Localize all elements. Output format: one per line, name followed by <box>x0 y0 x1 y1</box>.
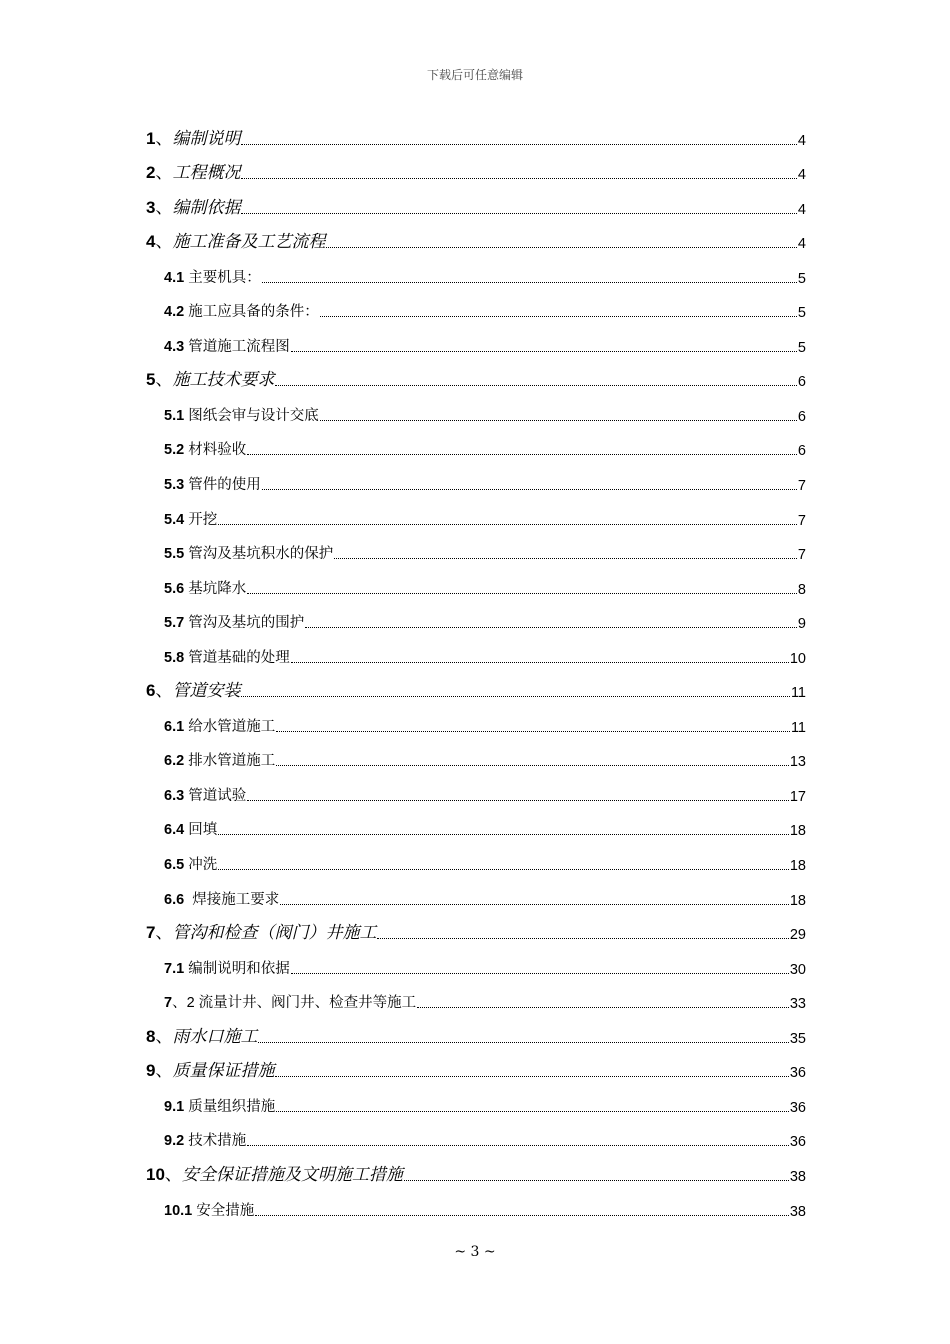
toc-entry-page: 29 <box>789 927 806 944</box>
toc-entry-number: 5.7 <box>164 615 185 632</box>
toc-entry-label <box>164 957 290 978</box>
toc-entry-page: 4 <box>797 132 806 149</box>
toc-entry-page: 4 <box>797 201 806 218</box>
toc-entry[interactable] <box>146 707 806 742</box>
toc-entry-separator: 、 <box>164 1164 182 1184</box>
toc-entry-page: 4 <box>797 167 806 184</box>
toc-entry-title: 图纸会审与设计交底 <box>188 407 319 424</box>
toc-entry-label <box>164 473 261 494</box>
dot-leader <box>377 938 788 939</box>
toc-entry-title: 管道施工流程图 <box>188 338 290 355</box>
toc-entry-title: 质量组织措施 <box>188 1098 276 1115</box>
toc-entry-title: 冲洗 <box>188 857 218 874</box>
toc-entry-number: 4.2 <box>164 304 185 321</box>
toc-entry-title: 管件的使用 <box>188 477 261 494</box>
toc-entry-title: 主要机具： <box>188 269 261 286</box>
dot-leader <box>218 524 797 525</box>
page-number-footer: ~ 3 ~ <box>454 1244 496 1260</box>
dot-leader <box>276 1111 789 1112</box>
toc-entry-page: 5 <box>797 270 806 287</box>
dot-leader <box>258 1042 788 1043</box>
dot-leader <box>262 282 797 283</box>
toc-entry-title: 回填 <box>188 822 218 839</box>
dot-leader <box>218 869 789 870</box>
toc-entry[interactable] <box>146 120 806 155</box>
dot-leader <box>247 593 797 594</box>
toc-entry[interactable] <box>146 742 806 777</box>
dot-leader <box>241 213 796 214</box>
toc-entry[interactable] <box>146 880 806 915</box>
toc-entry-label <box>164 646 290 667</box>
toc-entry-title: 施工准备及工艺流程 <box>172 232 326 252</box>
dot-leader <box>275 385 796 386</box>
dot-leader <box>275 1076 788 1077</box>
toc-entry[interactable] <box>146 845 806 880</box>
toc-entry-number: 9.1 <box>164 1098 185 1115</box>
toc-entry-label <box>146 124 240 149</box>
toc-entry-number: 9.2 <box>164 1133 185 1150</box>
toc-entry-label <box>146 1022 257 1047</box>
toc-entry-title: 工程概况 <box>172 163 241 183</box>
toc-entry-separator: 、 <box>155 128 173 148</box>
toc-entry-number: 5 <box>146 370 156 390</box>
page-header-note: 下载后可任意编辑 <box>426 68 523 82</box>
dot-leader <box>417 1007 789 1008</box>
toc-entry-title: 施工应具备的条件： <box>188 304 319 321</box>
toc-entry[interactable] <box>146 189 806 224</box>
toc-entry-title: 管道试验 <box>188 787 247 804</box>
toc-entry[interactable] <box>146 293 806 328</box>
toc-entry-page: 18 <box>789 823 806 840</box>
toc-entry-title: 安全措施 <box>196 1202 255 1219</box>
toc-entry-title: 管沟及基坑积水的保护 <box>188 546 334 563</box>
toc-entry-title: 质量保证措施 <box>172 1061 275 1081</box>
toc-entry-title: 编制说明 <box>172 128 241 148</box>
toc-entry-page: 13 <box>789 754 806 771</box>
toc-entry-number: 6.6 <box>164 891 185 908</box>
toc-entry-title: 焊接施工要求 <box>192 891 280 908</box>
toc-entry[interactable] <box>146 1191 806 1226</box>
toc-entry-label <box>164 266 261 287</box>
toc-entry-number: 6.4 <box>164 822 185 839</box>
toc-entry-page: 38 <box>789 1168 806 1185</box>
toc-entry-label <box>146 365 274 390</box>
dot-leader <box>280 904 789 905</box>
dot-leader <box>326 247 796 248</box>
toc-entry-page: 11 <box>790 685 806 702</box>
dot-leader <box>262 489 797 490</box>
toc-entry-page: 36 <box>789 1134 806 1151</box>
toc-entry[interactable] <box>146 327 806 362</box>
toc-entry-label <box>164 611 304 632</box>
toc-entry-page: 9 <box>797 616 806 633</box>
toc-entry-label <box>164 991 416 1012</box>
dot-leader <box>291 351 797 352</box>
toc-entry[interactable] <box>146 224 806 259</box>
toc-entry-label <box>146 918 376 943</box>
toc-entry-label <box>164 853 217 874</box>
dot-leader <box>404 1180 789 1181</box>
toc-entry-number: 10 <box>146 1164 165 1184</box>
toc-entry-separator: 、 <box>155 370 173 390</box>
toc-entry-separator: 、 <box>155 681 173 701</box>
toc-entry[interactable] <box>146 569 806 604</box>
toc-entry-title: 雨水口施工 <box>172 1026 258 1046</box>
toc-entry-title: 管沟及基坑的围护 <box>188 615 305 632</box>
toc-entry-page: 18 <box>789 858 806 875</box>
toc-entry-page: 35 <box>789 1030 806 1047</box>
toc-entry-label <box>164 888 279 909</box>
dot-leader <box>241 178 796 179</box>
table-of-contents <box>146 120 806 1226</box>
toc-entry-number: 9 <box>146 1061 156 1081</box>
dot-leader <box>276 765 789 766</box>
dot-leader <box>247 454 797 455</box>
toc-entry-number: 6.1 <box>164 718 185 735</box>
toc-entry-page: 4 <box>797 236 806 253</box>
toc-entry-page: 18 <box>789 892 806 909</box>
toc-entry-title: 管道安装 <box>172 681 241 701</box>
toc-entry[interactable] <box>146 535 806 570</box>
toc-entry-label <box>164 784 246 805</box>
toc-entry-page: 5 <box>797 305 806 322</box>
toc-entry-title: 管道基础的处理 <box>188 649 290 666</box>
dot-leader <box>241 696 789 697</box>
toc-entry[interactable] <box>146 984 806 1019</box>
toc-entry-separator: 、 <box>155 1061 173 1081</box>
toc-entry[interactable] <box>146 258 806 293</box>
toc-entry-page: 33 <box>789 996 806 1013</box>
toc-entry-title: 施工技术要求 <box>172 370 275 390</box>
dot-leader <box>291 973 789 974</box>
toc-entry-number: 7.1 <box>164 960 185 977</box>
toc-entry-page: 6 <box>797 374 806 391</box>
toc-entry-label <box>164 1129 246 1150</box>
toc-entry-number: 2 <box>146 163 156 183</box>
toc-entry-label <box>164 542 333 563</box>
toc-entry-page: 6 <box>797 443 806 460</box>
dot-leader <box>334 558 797 559</box>
toc-entry-title: 安全保证措施及文明施工措施 <box>181 1164 403 1184</box>
dot-leader <box>320 420 797 421</box>
toc-entry-label <box>164 508 217 529</box>
toc-entry-number: 10.1 <box>164 1202 193 1219</box>
toc-entry-separator: 、 <box>172 995 187 1012</box>
toc-entry-label <box>146 676 240 701</box>
toc-entry-number: 1 <box>146 128 156 148</box>
toc-entry-label <box>164 1095 275 1116</box>
toc-entry[interactable] <box>146 155 806 190</box>
toc-entry-number: 5.3 <box>164 477 185 494</box>
toc-entry-separator: 、 <box>155 923 173 943</box>
toc-entry-label <box>146 1160 403 1185</box>
toc-entry-number: 7 <box>164 995 173 1012</box>
toc-entry-number: 5.8 <box>164 649 185 666</box>
toc-entry-title: 开挖 <box>188 511 218 528</box>
toc-entry-label <box>164 818 217 839</box>
dot-leader <box>247 800 789 801</box>
toc-entry-title: 基坑降水 <box>188 580 247 597</box>
toc-entry-page: 38 <box>789 1203 806 1220</box>
toc-entry-page: 8 <box>797 581 806 598</box>
toc-entry[interactable] <box>146 1018 806 1053</box>
toc-entry-label <box>164 1199 254 1220</box>
toc-entry-label <box>146 227 325 252</box>
toc-entry-page: 30 <box>789 961 806 978</box>
toc-entry[interactable] <box>146 776 806 811</box>
toc-entry-title: 给水管道施工 <box>188 718 276 735</box>
toc-entry-title: 2 流量计井、阀门井、检查井等施工 <box>186 995 417 1012</box>
dot-leader <box>255 1215 789 1216</box>
toc-entry[interactable] <box>146 915 806 950</box>
toc-entry-number: 4.1 <box>164 269 185 286</box>
toc-entry-separator: 、 <box>155 163 173 183</box>
toc-entry-page: 11 <box>790 719 806 736</box>
toc-entry[interactable] <box>146 362 806 397</box>
toc-entry[interactable] <box>146 638 806 673</box>
toc-entry-label <box>146 1056 274 1081</box>
toc-entry-page: 36 <box>789 1099 806 1116</box>
toc-entry-number: 6.3 <box>164 787 185 804</box>
toc-entry-number: 6.5 <box>164 857 185 874</box>
toc-entry-label <box>164 715 275 736</box>
toc-entry-page: 7 <box>797 512 806 529</box>
toc-entry-title: 编制依据 <box>172 197 241 217</box>
toc-entry-page: 10 <box>789 650 806 667</box>
toc-entry[interactable] <box>146 811 806 846</box>
dot-leader <box>241 144 796 145</box>
toc-entry-page: 6 <box>797 408 806 425</box>
toc-entry-page: 7 <box>797 478 806 495</box>
toc-entry-label <box>164 300 319 321</box>
toc-entry-page: 36 <box>789 1065 806 1082</box>
toc-entry[interactable] <box>146 673 806 708</box>
toc-entry-number: 5.2 <box>164 442 185 459</box>
toc-entry-separator: 、 <box>155 197 173 217</box>
toc-entry-number: 8 <box>146 1026 156 1046</box>
toc-entry-number: 3 <box>146 197 156 217</box>
toc-entry[interactable] <box>146 1053 806 1088</box>
dot-leader <box>305 627 797 628</box>
dot-leader <box>320 316 797 317</box>
toc-entry[interactable] <box>146 1156 806 1191</box>
toc-entry-page: 5 <box>797 339 806 356</box>
toc-entry[interactable] <box>146 604 806 639</box>
toc-entry-label <box>164 335 290 356</box>
toc-entry-title: 编制说明和依据 <box>188 960 290 977</box>
toc-entry-page: 7 <box>797 547 806 564</box>
toc-entry-number: 5.4 <box>164 511 185 528</box>
toc-entry-number: 6 <box>146 681 156 701</box>
toc-entry-number: 4 <box>146 232 156 252</box>
toc-entry-number: 5.6 <box>164 580 185 597</box>
toc-entry-label <box>146 158 240 183</box>
toc-entry-separator: 、 <box>155 232 173 252</box>
toc-entry-label <box>164 404 319 425</box>
dot-leader <box>276 731 790 732</box>
toc-entry-title: 排水管道施工 <box>188 753 276 770</box>
toc-entry-number: 6.2 <box>164 753 185 770</box>
toc-entry[interactable] <box>146 949 806 984</box>
toc-entry-separator: 、 <box>155 1026 173 1046</box>
toc-entry[interactable] <box>146 1122 806 1157</box>
toc-entry-title: 管沟和检查（阀门）井施工 <box>172 923 377 943</box>
toc-entry-label <box>164 438 246 459</box>
toc-entry-label <box>164 577 246 598</box>
toc-entry[interactable] <box>146 465 806 500</box>
toc-entry[interactable] <box>146 500 806 535</box>
toc-entry[interactable] <box>146 1087 806 1122</box>
dot-leader <box>218 834 789 835</box>
toc-entry-label <box>164 749 275 770</box>
dot-leader <box>291 662 789 663</box>
toc-entry[interactable] <box>146 431 806 466</box>
toc-entry-number: 4.3 <box>164 338 185 355</box>
toc-entry-title: 技术措施 <box>188 1133 247 1150</box>
toc-entry-number: 5.1 <box>164 407 185 424</box>
toc-entry-number: 7 <box>146 923 156 943</box>
toc-entry-title: 材料验收 <box>188 442 247 459</box>
toc-entry-page: 17 <box>789 788 806 805</box>
toc-entry[interactable] <box>146 396 806 431</box>
dot-leader <box>247 1145 789 1146</box>
toc-entry-number: 5.5 <box>164 546 185 563</box>
toc-entry-label <box>146 193 240 218</box>
